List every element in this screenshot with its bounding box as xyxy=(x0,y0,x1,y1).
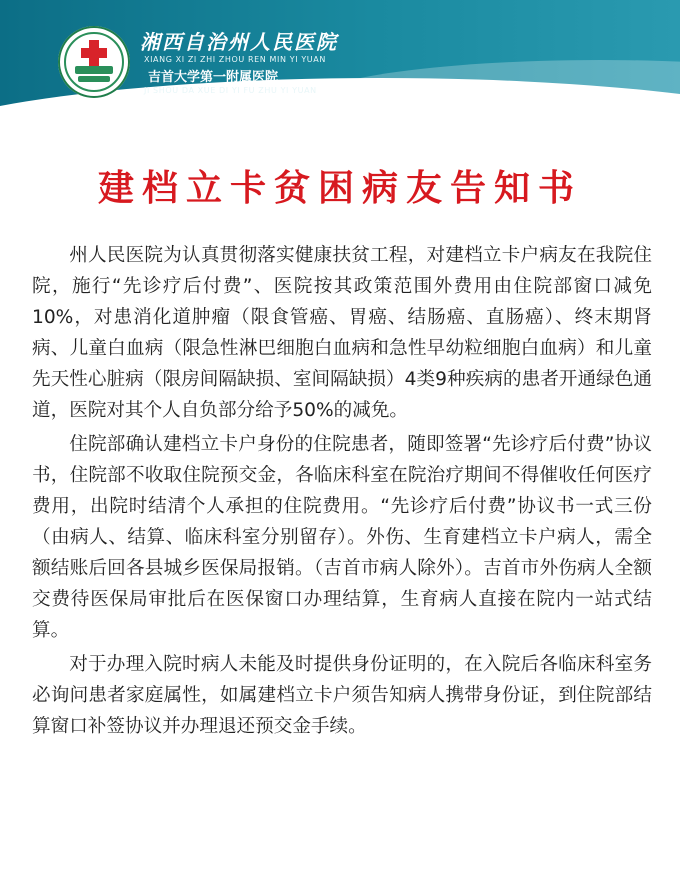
notice-title: 建档立卡贫困病友告知书 xyxy=(97,167,582,209)
affiliation-pinyin: JI SHOU DA XUE DI YI FU ZHU YI YUAN xyxy=(144,86,317,95)
hospital-pinyin: XIANG XI ZI ZHI ZHOU REN MIN YI YUAN xyxy=(144,55,326,64)
paragraph: 住院部确认建档立卡户身份的住院患者，随即签署“先诊疗后付费”协议书，住院部不收取住院预交金，各临床科室在院治疗期间不得催收任何医疗费用，出院时结清个人承担的住院费用。“先诊疗后付费”协议书一式三份（由病人、结算、临床科室分别留存）。外伤、生育建档立卡户病人，需全额结账后回各县城乡医保局报销。（吉首市病人除外）。吉首市外伤病人全额交费待医保局审批后在医保窗口办理结算，生育病人直接在院内一站式结算。 xyxy=(32,434,652,641)
hospital-header xyxy=(0,0,680,112)
paragraph: 对于办理入院时病人未能及时提供身份证明的，在入院后各临床科室务必询问患者家庭属性，如属建档立卡户须告知病人携带身份证，到住院部结算窗口补签协议并办理退还预交金手续。 xyxy=(32,654,652,737)
notice-body xyxy=(32,240,652,745)
logo-building-roof xyxy=(75,66,113,74)
hospital-name: 湘西自治州人民医院 xyxy=(140,30,338,54)
logo-building-base xyxy=(78,76,110,82)
paragraph: 州人民医院为认真贯彻落实健康扶贫工程，对建档立卡户病友在我院住院，施行“先诊疗后付费”、医院按其政策范围外费用由住院部窗口减免10%，对患消化道肿瘤（限食管癌、胃癌、结肠癌、直肠癌）、终末期肾病、儿童白血病（限急性淋巴细胞白血病和急性早幼粒细胞白血病）和儿童先天性心脏病（限房间隔缺损、室间隔缺损）4类9种疾病的患者开通绿色通道，医院对其个人自负部分给予50%的减免。 xyxy=(32,245,652,421)
red-cross-bar xyxy=(81,48,107,58)
hospital-affiliation: 吉首大学第一附属医院 xyxy=(148,70,279,85)
hospital-logo-icon xyxy=(58,26,130,98)
